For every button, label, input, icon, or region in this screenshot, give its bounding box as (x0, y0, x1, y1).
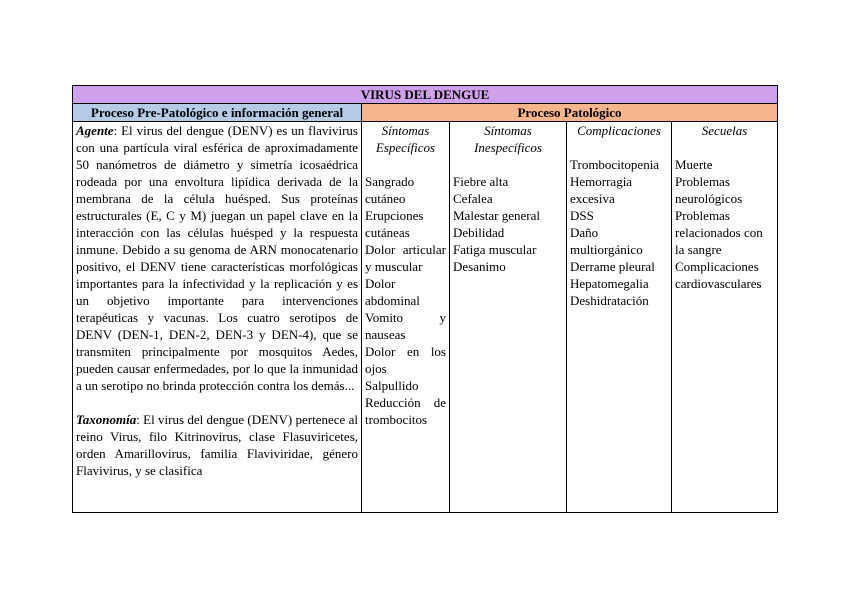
list-item: Dolor abdominal (365, 276, 420, 308)
list-item: Trombocitopenia (570, 157, 660, 172)
list-item: Erupciones cutáneas (365, 208, 424, 240)
list-item: Cefalea (453, 191, 493, 206)
specific-symptoms-list (365, 173, 446, 428)
list-item: Debilidad (453, 225, 505, 240)
list-item: Deshidratación (570, 293, 649, 308)
list-item: Problemas relacionados con la sangre (675, 208, 763, 257)
complications-cell (567, 122, 672, 513)
list-item: Problemas neurológicos (675, 174, 743, 206)
nonspecific-symptoms-heading: Síntomas Inespecíficos (474, 123, 542, 155)
taxonomy-label: Taxonomía (76, 412, 137, 427)
list-item: Malestar general (453, 208, 540, 223)
list-item: Complicaciones cardiovasculares (675, 259, 762, 291)
agent-text: : El virus del dengue (DENV) es un flavivirus con una partícula viral esférica de aproximadamente 50 nanómetros de diámetro y simetría icosaédrica rodeada por una envoltura lipídica derivada de la membrana de la célula huésped. Sus proteínas estructurales (E, C y M) juegan un papel clave en la interacción con las células huésped y la respuesta inmune. Debido a su genoma de ARN monocatenario positivo, el DENV tiene características morfológicas importantes para la infectividad y la replicación y es un objetivo importante para intervenciones terapéuticas y vacunas. Los cuatro serotipos de DENV (DEN-1, DEN-2, DEN-3 y DEN-4), que se transmiten principalmente por mosquitos Aedes, pueden causar enfermedades, por lo que la inmunidad a un serotipo no brinda protección contra los demás... (76, 123, 358, 393)
taxonomy-text: : El virus del dengue (DENV) pertenece al reino Virus, filo Kitrinovirus, clase Flasuviricetes, orden Amarillovirus, familia Flaviviridae, género Flavivirus, y se clasifica (76, 412, 358, 478)
list-item: Sangrado cutáneo (365, 174, 415, 206)
sequelae-heading: Secuelas (701, 123, 748, 138)
taxonomy-paragraph (76, 411, 358, 479)
nonspecific-symptoms-cell (450, 122, 567, 513)
specific-symptoms-heading: Síntomas Específicos (375, 123, 436, 155)
pathologic-header: Proceso Patológico (362, 104, 778, 122)
list-item: Hepatomegalia (570, 276, 649, 291)
dengue-table (72, 85, 778, 513)
list-item: Salpullido (365, 378, 419, 393)
agent-paragraph (76, 122, 358, 394)
nonspecific-symptoms-list (453, 173, 563, 275)
table-title: VIRUS DEL DENGUE (73, 86, 778, 104)
list-item: DSS (570, 208, 594, 223)
list-item: Derrame pleural (570, 259, 655, 274)
pre-pathologic-header: Proceso Pre-Patológico e información general (73, 104, 362, 122)
sequelae-list (675, 156, 774, 292)
specific-symptoms-cell (362, 122, 450, 513)
complications-heading: Complicaciones (577, 123, 661, 138)
list-item: Reducción de trombocitos (365, 395, 446, 427)
list-item: Vomito y nauseas (365, 310, 446, 342)
list-item: Daño multiorgánico (570, 225, 643, 257)
agent-label: Agente (76, 123, 114, 138)
list-item: Muerte (675, 157, 713, 172)
list-item: Desanimo (453, 259, 506, 274)
list-item: Dolor en los ojos (365, 344, 446, 376)
general-info-cell (73, 122, 362, 513)
sequelae-cell (672, 122, 778, 513)
list-item: Fatiga muscular (453, 242, 537, 257)
list-item: Fiebre alta (453, 174, 509, 189)
complications-list (570, 156, 668, 309)
list-item: Dolor articular y muscular (365, 242, 446, 274)
list-item: Hemorragia excesiva (570, 174, 633, 206)
